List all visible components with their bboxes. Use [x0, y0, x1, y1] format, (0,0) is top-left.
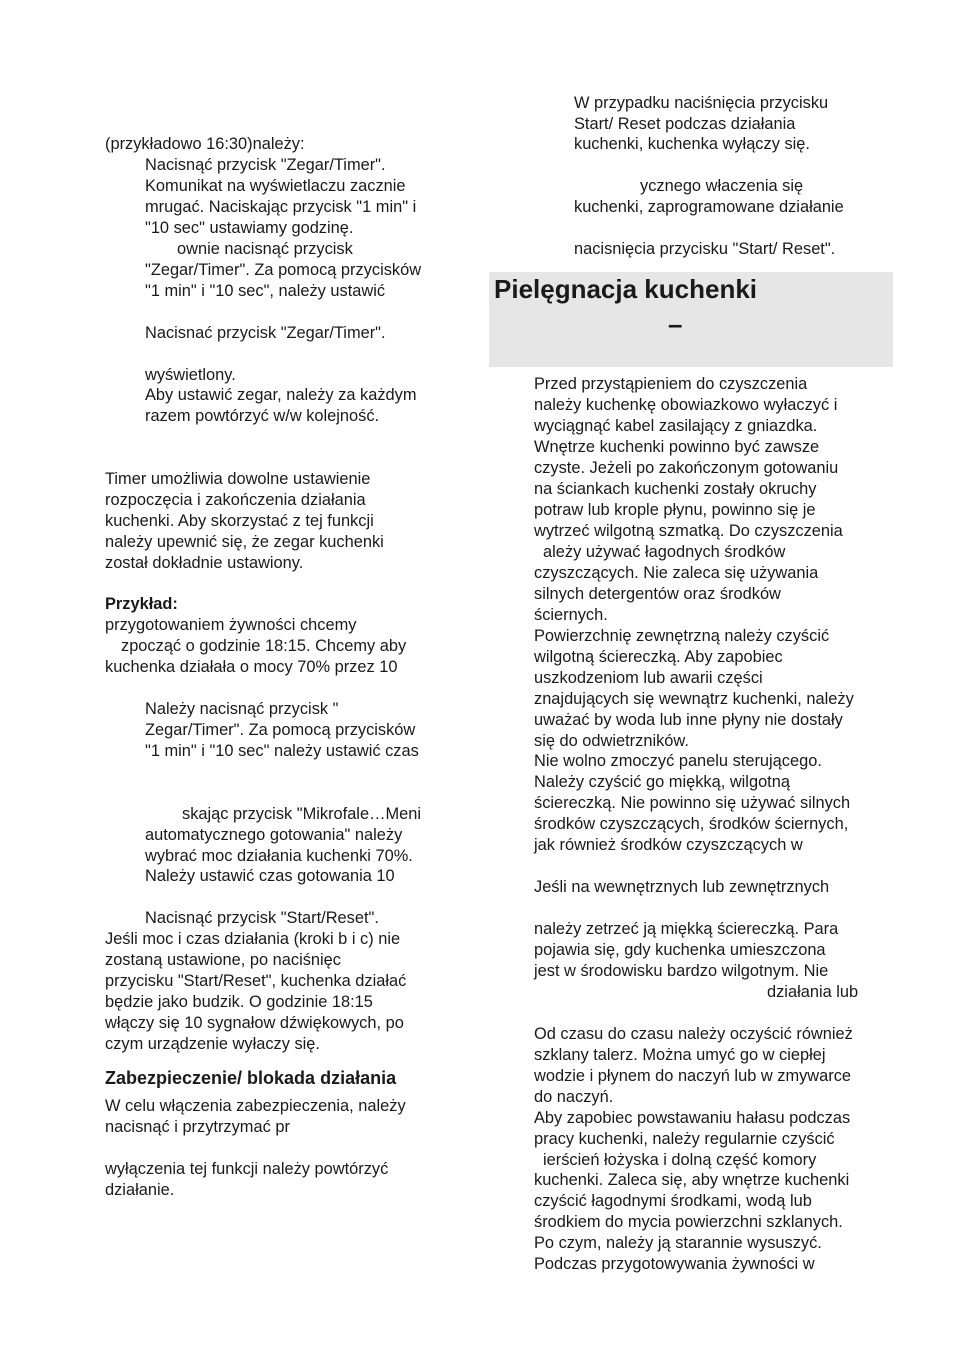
- example-label: Przykład:: [105, 595, 178, 613]
- text-line: nacisnąć i przytrzymać pr: [105, 1118, 290, 1136]
- text-line: wyświetlony.: [145, 366, 236, 384]
- text-line: Powierzchnię zewnętrzną należy czyścić: [534, 627, 830, 645]
- text-line: wytrzeć wilgotną szmatką. Do czyszczenia: [534, 522, 843, 540]
- text-line: jest w środowisku bardzo wilgotnym. Nie: [534, 962, 829, 980]
- text-line: wyłączenia tej funkcji należy powtórzyć: [105, 1160, 389, 1178]
- text-line: czyścić łagodnymi środkami, wodą lub: [534, 1192, 812, 1210]
- text-line: Jeśli moc i czas działania (kroki b i c) nie: [105, 930, 401, 948]
- text-line: uważać by woda lub inne płyny nie dostały: [534, 711, 843, 729]
- text-line: jak również środków czyszczących w: [534, 836, 803, 854]
- text-line: wilgotną ściereczką. Aby zapobiec: [534, 648, 783, 666]
- text-line: czym urządzenie wyłaczy się.: [105, 1035, 320, 1053]
- text-line: włączy się 10 sygnałow dźwiękowych, po: [105, 1014, 404, 1032]
- text-line: kuchenki. Aby skorzystać z tej funkcji: [105, 512, 374, 530]
- text-line: się do odwietrzników.: [534, 732, 689, 750]
- text-line: kuchenki, kuchenka wyłączy się.: [574, 135, 810, 153]
- text-line: wybrać moc działania kuchenki 70%.: [145, 847, 413, 865]
- text-line: uszkodzeniom lub awarii części: [534, 669, 763, 687]
- text-line: ierścień łożyska i dolną część komory: [543, 1151, 817, 1169]
- text-line: pojawia się, gdy kuchenka umieszczona: [534, 941, 826, 959]
- text-line: "Zegar/Timer". Za pomocą przycisków: [145, 261, 422, 279]
- text-line: pracy kuchenki, należy regularnie czyścić: [534, 1130, 835, 1148]
- text-line: skając przycisk "Mikrofale…Meni: [182, 805, 421, 823]
- text-line: Nacisnać przycisk "Zegar/Timer".: [145, 324, 386, 342]
- text-line: środków czyszczących, środków ściernych,: [534, 815, 849, 833]
- text-line: kuchenki. Zaleca się, aby wnętrze kuchenki: [534, 1171, 850, 1189]
- text-line: będzie jako budzik. O godzinie 18:15: [105, 993, 373, 1011]
- text-line: środkiem do mycia powierzchni szklanych.: [534, 1213, 843, 1231]
- text-line: Aby ustawić zegar, należy za każdym: [145, 386, 417, 404]
- text-line: "10 sec" ustawiamy godzinę.: [145, 219, 354, 237]
- text-line: silnych detergentów oraz środków: [534, 585, 781, 603]
- text-line: kuchenka działała o mocy 70% przez 10: [105, 658, 398, 676]
- text-line: czyste. Jeżeli po zakończonym gotowaniu: [534, 459, 839, 477]
- text-line: Przed przystąpieniem do czyszczenia: [534, 375, 808, 393]
- text-line: Należy nacisnąć przycisk ": [145, 700, 339, 718]
- text-line: "1 min" i "10 sec", należy ustawić: [145, 282, 386, 300]
- text-line: do naczyń.: [534, 1088, 614, 1106]
- text-line: (przykładowo 16:30)należy:: [105, 135, 305, 153]
- text-line: nacisnięcia przycisku "Start/ Reset".: [574, 240, 836, 258]
- text-line: razem powtórzyć w/w kolejność.: [145, 407, 380, 425]
- text-line: Nie wolno zmoczyć panelu sterującego.: [534, 752, 822, 770]
- text-line: mrugać. Naciskając przycisk "1 min" i: [145, 198, 417, 216]
- text-line: ściernych.: [534, 606, 608, 624]
- text-line: zostaną ustawione, po naciśnięc: [105, 951, 341, 969]
- text-line: automatycznego gotowania" należy: [145, 826, 403, 844]
- text-line: ycznego właczenia się: [640, 177, 804, 195]
- text-line: W przypadku naciśnięcia przycisku: [574, 94, 829, 112]
- text-line: szklany talerz. Można umyć go w ciepłej: [534, 1046, 826, 1064]
- text-line: W celu włączenia zabezpieczenia, należy: [105, 1097, 406, 1115]
- text-line: działania lub: [767, 983, 859, 1001]
- text-line: wodzie i płynem do naczyń lub w zmywarce: [534, 1067, 852, 1085]
- text-line: rozpoczęcia i zakończenia działania: [105, 491, 366, 509]
- text-line: Timer umożliwia dowolne ustawienie: [105, 470, 371, 488]
- text-line: Aby zapobiec powstawaniu hałasu podczas: [534, 1109, 851, 1127]
- text-line: należy zetrzeć ją miękką ściereczką. Para: [534, 920, 839, 938]
- text-line: Po czym, należy ją starannie wysuszyć.: [534, 1234, 822, 1252]
- text-line: czyszczących. Nie zaleca się używania: [534, 564, 819, 582]
- text-line: wyciągnąć kabel zasilający z gniazdka.: [534, 417, 818, 435]
- text-line: Nacisnąć przycisk "Start/Reset".: [145, 909, 379, 927]
- text-line: Od czasu do czasu należy oczyścić również: [534, 1025, 853, 1043]
- section-heading-dash: –: [668, 309, 683, 339]
- text-line: został dokładnie ustawiony.: [105, 554, 304, 572]
- text-line: Należy czyścić go miękką, wilgotną: [534, 773, 790, 791]
- text-line: Wnętrze kuchenki powinno być zawsze: [534, 438, 820, 456]
- section-heading: Pielęgnacja kuchenki: [494, 274, 758, 304]
- text-line: Nacisnąć przycisk "Zegar/Timer".: [145, 156, 386, 174]
- text-line: działanie.: [105, 1181, 175, 1199]
- text-line: ownie nacisnąć przycisk: [177, 240, 353, 258]
- text-line: przycisku "Start/Reset", kuchenka działać: [105, 972, 407, 990]
- text-line: zpocząć o godzinie 18:15. Chcemy aby: [121, 637, 407, 655]
- text-line: należy upewnić się, że zegar kuchenki: [105, 533, 384, 551]
- text-line: Należy ustawić czas gotowania 10: [145, 867, 395, 885]
- text-line: potraw lub krople płynu, powinno się je: [534, 501, 816, 519]
- text-line: Podczas przygotowywania żywności w: [534, 1255, 815, 1273]
- text-line: Zegar/Timer". Za pomocą przycisków: [145, 721, 416, 739]
- text-line: kuchenki, zaprogramowane działanie: [574, 198, 844, 216]
- text-line: przygotowaniem żywności chcemy: [105, 616, 357, 634]
- section-subheading: Zabezpieczenie/ blokada działania: [105, 1068, 397, 1088]
- text-line: Start/ Reset podczas działania: [574, 115, 796, 133]
- text-line: Jeśli na wewnętrznych lub zewnętrznych: [534, 878, 830, 896]
- text-line: na ściankach kuchenki zostały okruchy: [534, 480, 817, 498]
- text-line: ależy używać łagodnych środków: [543, 543, 786, 561]
- text-line: Komunikat na wyświetlaczu zacznie: [145, 177, 406, 195]
- text-line: należy kuchenkę obowiazkowo wyłaczyć i: [534, 396, 838, 414]
- text-line: "1 min" i "10 sec" należy ustawić czas: [145, 742, 419, 760]
- text-line: znajdujących się wewnątrz kuchenki, należy: [534, 690, 854, 708]
- text-line: ściereczką. Nie powinno się używać silnych: [534, 794, 851, 812]
